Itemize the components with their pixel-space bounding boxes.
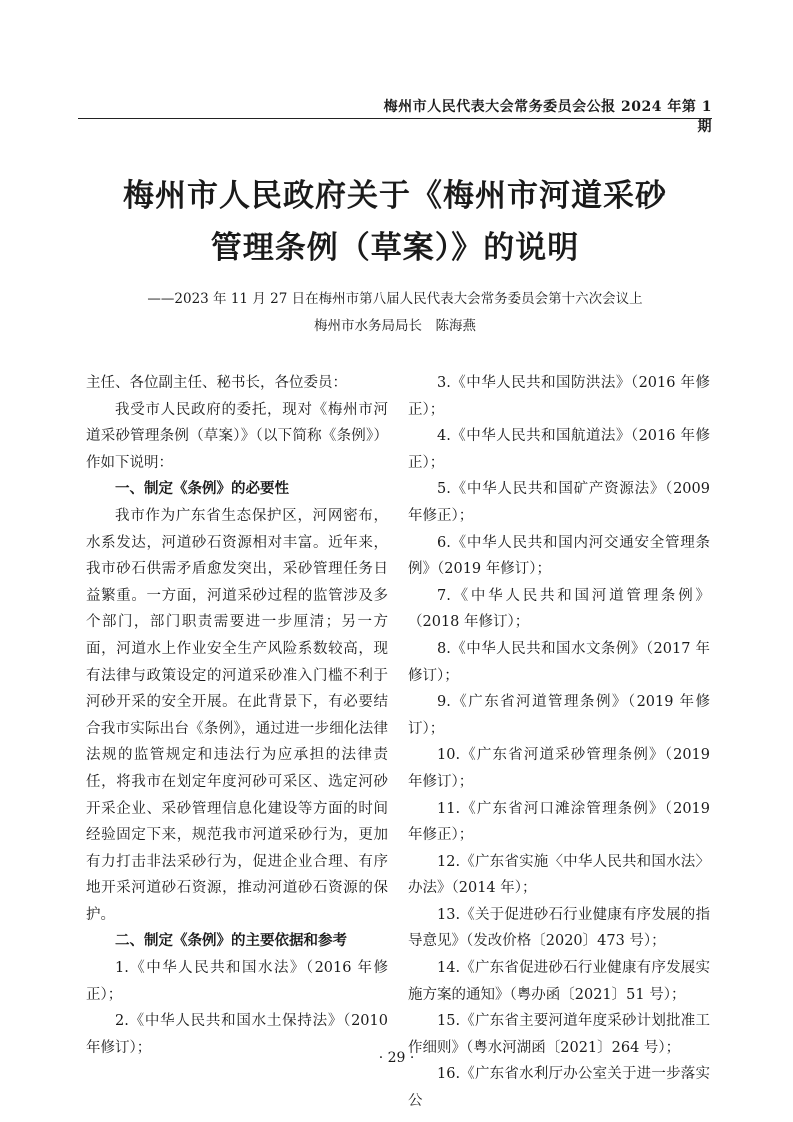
right-column [408, 370, 710, 1115]
list-item: 13.《关于促进砂石行业健康有序发展的指导意见》（发改价格〔2020〕473 号）； [408, 906, 710, 950]
header-divider [78, 118, 712, 119]
left-column [86, 370, 388, 1061]
list-item: 7.《中华人民共和国河道管理条例》（2018 年修订）； [408, 587, 710, 631]
list-item: 8.《中华人民共和国水文条例》（2017 年修订）； [408, 640, 710, 684]
list-item: 9.《广东省河道管理条例》（2019 年修订）； [408, 694, 710, 737]
intro-paragraph: 我受市人民政府的委托，现对《梅州市河道采砂管理条例（草案）》（以下简称《条例》）作如下说明： [86, 401, 388, 471]
meeting-line: ——2023 年 11 月 27 日在梅州市第八届人民代表大会常务委员会第十六次会议上 [147, 291, 643, 307]
document-title [78, 170, 712, 274]
section-heading-1: 一、制定《条例》的必要性 [115, 480, 289, 498]
list-item: 12.《广东省实施〈中华人民共和国水法〉办法》（2014 年）； [408, 853, 710, 897]
list-item: 1.《中华人民共和国水法》（2016 年修正）； [86, 960, 388, 1003]
journal-header: 梅州市人民代表大会常务委员会公报 2024 年第 1 期 [383, 99, 712, 135]
list-item: 6.《中华人民共和国内河交通安全管理条例》（2019 年修订）； [408, 534, 710, 578]
list-item: 3.《中华人民共和国防洪法》（2016 年修正）； [408, 375, 710, 418]
list-item: 2.《中华人民共和国水土保持法》（2010 年修订）； [86, 1013, 388, 1056]
list-item: 11.《广东省河口滩涂管理条例》（2019 年修正）； [408, 800, 710, 844]
list-item: 5.《中华人民共和国矿产资源法》（2009 年修正）； [408, 481, 710, 524]
section-heading-2: 二、制定《条例》的主要依据和参考 [115, 932, 347, 950]
list-item: 4.《中华人民共和国航道法》（2016 年修正）； [408, 428, 710, 471]
salutation: 主任、各位副主任、秘书长，各位委员： [86, 375, 347, 391]
necessity-paragraph: 我市作为广东省生态保护区，河网密布，水系发达，河道砂石资源相对丰富。近年来，我市砂石供需矛盾愈发突出，采砂管理任务日益繁重。一方面，河道采砂过程的监管涉及多个部门，部门职责需要进一步厘清；另一方面，河道水上作业安全生产风险系数较高，现有法律与政策设定的河道采砂准入门槛不利于河砂开采的安全开展。在此背景下，有必要结合我市实际出台《条例》，通过进一步细化法律法规的监管规定和违法行为应承担的法律责任，将我市在划定年度河砂可采区、选定河砂开采企业、采砂管理信息化建设等方面的时间经验固定下来，规范我市河道采砂行为，更加有力打击非法采砂行为，促进企业合理、有序地开采河道砂石资源，推动河道砂石资源的保护。 [86, 507, 388, 923]
document-subtitle [78, 286, 712, 340]
title-line-2: 管理条例（草案）》的说明 [210, 230, 580, 266]
list-item: 15.《广东省主要河道年度采砂计划批准工作细则》（粤水河湖函〔2021〕264 号）； [408, 1013, 710, 1056]
list-item: 10.《广东省河道采砂管理条例》（2019 年修订）； [408, 747, 710, 790]
list-item: 16.《广东省水利厅办公室关于进一步落实公 [408, 1066, 710, 1110]
list-item: 14.《广东省促进砂石行业健康有序发展实施方案的通知》（粤办函〔2021〕51 号）； [408, 960, 710, 1003]
speaker-line: 梅州市水务局局长 陈海燕 [314, 318, 476, 334]
page-number: · 29 · [378, 1050, 415, 1066]
title-line-1: 梅州市人民政府关于《梅州市河道采砂 [123, 178, 667, 214]
